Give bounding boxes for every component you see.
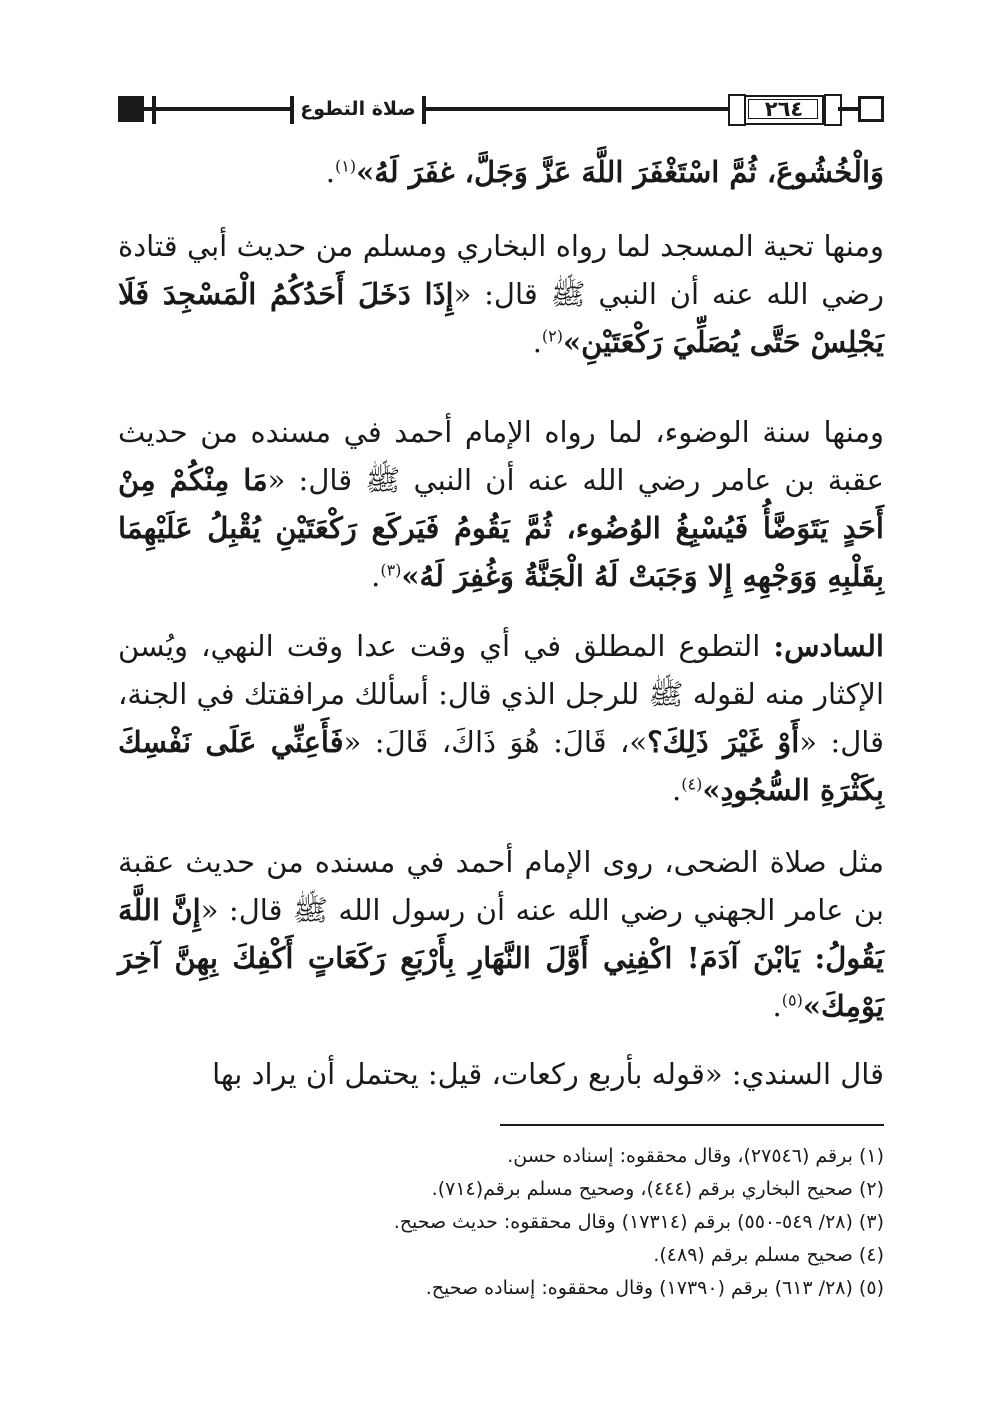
footnote-5: (٥) (٢٨/ ٦١٣) برقم (١٧٣٩٠) وقال محققوه: إسناده صحيح. [425, 1277, 884, 1299]
paragraph-text: قال السندي: «قوله بأربع ركعات، قيل: يحتمل أن يراد بها [212, 1057, 884, 1091]
hadith-text: فَأَعِنِّي عَلَى نَفْسِكَ بِكَثْرَةِ السُّجُودِ» [118, 725, 884, 807]
footnote-ref: (٥) [781, 990, 803, 1010]
header-rule-left [144, 107, 294, 111]
footnote-3: (٣) (٢٨/ ٥٤٩-٥٥٠) برقم (١٧٣١٤) وقال محققوه: حديث صحيح. [393, 1211, 884, 1233]
paragraph-intro: مثل صلاة الضحى، روى الإمام أحمد في مسنده من حديث عقبة بن عامر الجهني رضي الله عنه أن رسول الله ﷺ قال: « [118, 845, 884, 927]
period: . [772, 989, 782, 1023]
paragraph-sindi [118, 1050, 884, 1098]
period: . [325, 155, 336, 189]
paragraph-intro: التطوع المطلق في أي وقت عدا وقت النهي، ويُسن الإكثار منه لقوله ﷺ للرجل الذي قال: أسألك مرافقتك في الجنة، قال: « [118, 629, 884, 759]
footnote-separator [500, 1124, 884, 1126]
section-label: السادس: [773, 629, 884, 663]
paragraph-continuation [118, 148, 884, 196]
paragraph-middle: »، قَالَ: هُوَ ذَاكَ، قَالَ: « [343, 725, 648, 759]
header-ornament-square-left [118, 96, 144, 122]
hadith-text: مَا مِنْكُمْ مِنْ أَحَدٍ يَتَوَضَّأُ فَيُسْبِغُ الوُضُوء، ثُمَّ يَقُومُ فَيَركَع رَكْعَتَيْنِ يُقْبِلُ عَلَيْهِمَا بِقَلْبِهِ وَوَجْهِهِ إِلا وَجَبَتْ لَهُ الْجَنَّةُ وَغُفِرَ لَهُ» [118, 463, 884, 593]
footnote-ref: (٤) [681, 774, 703, 794]
header-rule-middle [426, 107, 730, 111]
paragraph-intro: ومنها سنة الوضوء، لما رواه الإمام أحمد في مسنده من حديث عقبة بن عامر رضي الله عنه أن النبي ﷺ قال: « [118, 415, 884, 497]
paragraph-tahiyyat-masjid [118, 222, 884, 366]
footnote-ref: (٣) [380, 560, 402, 580]
paragraph-sunnat-wudu [118, 408, 884, 600]
hadith-text: إِنَّ اللَّهَ يَقُولُ: يَابْنَ آدَمَ! اكْفِنِي أَوَّلَ النَّهَارِ بِأَرْبَعِ رَكَعَاتٍ أَكْفِكَ بِهِنَّ آخِرَ يَوْمِكَ» [118, 893, 884, 1023]
hadith-question: أَوْ غَيْرَ ذَلِكَ؟ [647, 725, 800, 759]
hadith-text: إِذَا دَخَلَ أَحَدُكُمُ الْمَسْجِدَ فَلَا يَجْلِسْ حَتَّى يُصَلِّيَ رَكْعَتَيْنِ» [118, 277, 884, 359]
footnote-2: (٢) صحيح البخاري برقم (٤٤٤)، وصحيح مسلم برقم(٧١٤). [431, 1178, 884, 1200]
footnotes [118, 1140, 884, 1305]
paragraph-intro: ومنها تحية المسجد لما رواه البخاري ومسلم من حديث أبي قتادة رضي الله عنه أن النبي ﷺ قال: « [118, 229, 884, 311]
page-number-box [730, 92, 838, 126]
footnote-1: (١) برقم (٢٧٥٤٦)، وقال محققوه: إسناده حسن. [507, 1145, 884, 1167]
hadith-text: وَالْخُشُوعَ، ثُمَّ اسْتَغْفَرَ اللَّهَ عَزَّ وَجَلَّ، غفَرَ لَهُ» [356, 155, 884, 189]
period: . [672, 773, 682, 807]
page-number: ٢٦٤ [764, 97, 804, 121]
footnote-ref: (١) [335, 156, 357, 176]
page-header [118, 92, 884, 128]
footnote-4: (٤) صحيح مسلم برقم (٤٨٩). [653, 1244, 884, 1266]
paragraph-sixth [118, 622, 884, 814]
header-ornament-square-right [858, 96, 884, 122]
header-divider [290, 96, 294, 124]
footnote-ref: (٢) [541, 326, 563, 346]
period: . [532, 325, 542, 359]
period: . [371, 559, 381, 593]
paragraph-duha [118, 838, 884, 1030]
header-rule-right [838, 107, 860, 111]
chapter-title: صلاة التطوع [300, 98, 416, 120]
